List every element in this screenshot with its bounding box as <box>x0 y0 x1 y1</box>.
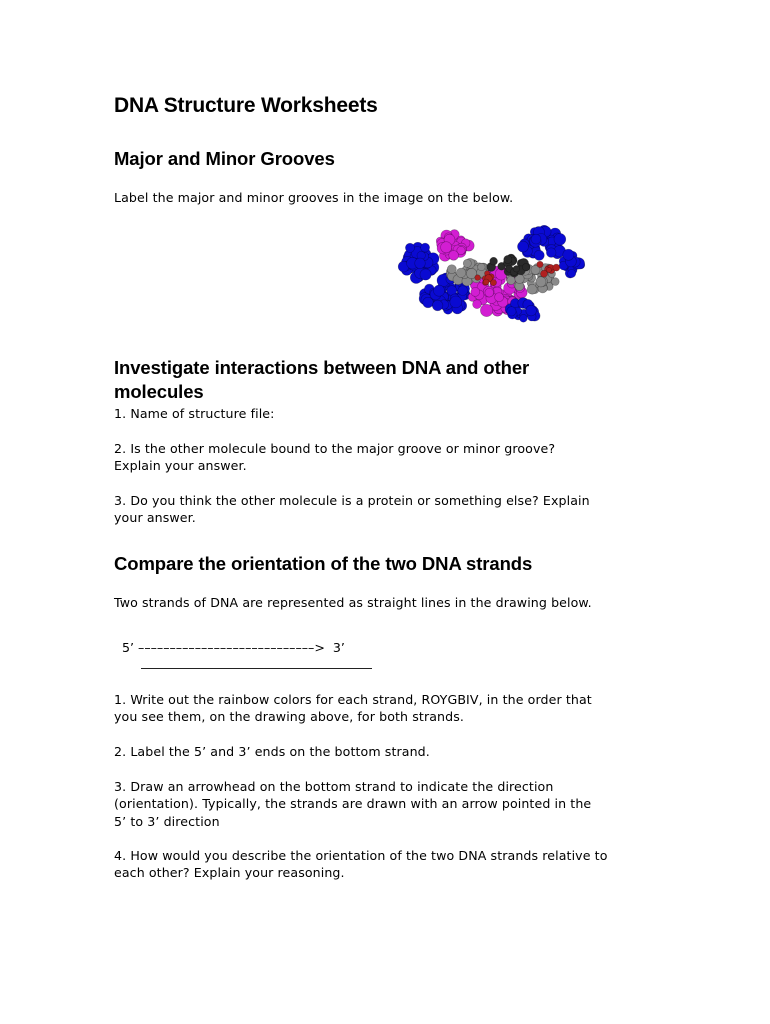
dna-atom <box>432 300 443 311</box>
dna-atom <box>456 268 466 278</box>
dna-atom <box>471 287 480 296</box>
dna-atom <box>473 300 482 309</box>
dna-atom <box>463 259 471 267</box>
dna-atom <box>563 249 574 260</box>
dna-atom <box>420 269 431 280</box>
dna-atom <box>495 293 504 302</box>
question-line: 1. Write out the rainbow colors for each strand, ROYGBIV, in the order that <box>114 692 592 707</box>
heading-line: molecules <box>114 381 204 402</box>
dna-atom <box>449 251 459 261</box>
dna-atom <box>483 279 489 285</box>
page-title: DNA Structure Worksheets <box>114 94 378 117</box>
dna-atom <box>415 258 426 269</box>
dna-atom <box>518 241 529 252</box>
dna-atom <box>478 263 486 271</box>
heading-line: Investigate interactions between DNA and other <box>114 357 530 378</box>
question-rainbow <box>114 691 674 726</box>
dna-atom <box>458 286 468 296</box>
dna-atom <box>513 266 520 273</box>
dna-atom <box>475 275 481 281</box>
question-line: 5’ to 3’ direction <box>114 813 220 829</box>
grooves-instruction: Label the major and minor grooves in the image on the below. <box>114 190 514 205</box>
dna-atom <box>553 264 560 271</box>
dna-atom <box>507 307 516 316</box>
question-line: you see them, on the drawing above, for both strands. <box>114 709 464 725</box>
dna-atom <box>434 285 445 296</box>
dna-atom <box>490 257 498 265</box>
dna-space-filling-model <box>396 222 588 330</box>
dna-atom <box>421 243 430 252</box>
question-structure-file: 1. Name of structure file: <box>114 406 275 421</box>
dna-atom <box>522 263 529 270</box>
dna-atom <box>541 270 548 277</box>
question-line: 2. Is the other molecule bound to the major groove or minor groove? <box>114 441 556 456</box>
question-line: 3. Do you think the other molecule is a protein or something else? Explain <box>114 493 590 508</box>
section-heading-interactions <box>114 356 674 404</box>
dna-atom <box>441 242 452 253</box>
section-heading-orientation: Compare the orientation of the two DNA strands <box>114 553 533 574</box>
orientation-intro: Two strands of DNA are represented as straight lines in the drawing below. <box>114 595 592 610</box>
question-line: 4. How would you describe the orientation of the two DNA strands relative to <box>114 848 608 863</box>
question-line: Explain your answer. <box>114 458 247 474</box>
dna-atom <box>534 250 544 260</box>
question-label-ends: 2. Label the 5’ and 3’ ends on the bottom strand. <box>114 744 430 759</box>
dna-atom <box>531 234 541 244</box>
question-line: (orientation). Typically, the strands are drawn with an arrow pointed in the <box>114 796 592 812</box>
question-line: 3. Draw an arrowhead on the bottom strand to indicate the direction <box>114 779 554 794</box>
top-strand-line: 5’ ––––––––––––––––––––––––––––> 3’ <box>122 640 345 655</box>
dna-atom <box>546 248 556 258</box>
dna-atom <box>450 296 462 308</box>
dna-atom <box>554 233 566 245</box>
section-heading-grooves: Major and Minor Grooves <box>114 148 335 169</box>
dna-atom <box>447 265 456 274</box>
bottom-strand-line <box>141 668 372 669</box>
question-line: each other? Explain your reasoning. <box>114 865 345 881</box>
dna-atom <box>536 277 546 287</box>
question-line: your answer. <box>114 510 196 526</box>
dna-atom <box>504 255 512 263</box>
dna-atom <box>526 305 537 316</box>
dna-atom <box>568 269 576 277</box>
question-orientation-reasoning <box>114 847 674 882</box>
question-protein <box>114 492 674 527</box>
dna-atom <box>551 278 559 286</box>
question-groove-binding <box>114 440 674 475</box>
question-arrowhead <box>114 778 674 830</box>
dna-atom <box>537 261 543 267</box>
dna-atom <box>405 243 414 252</box>
dna-atom <box>480 304 492 316</box>
dna-atom <box>485 288 494 297</box>
dna-atom <box>520 314 528 322</box>
